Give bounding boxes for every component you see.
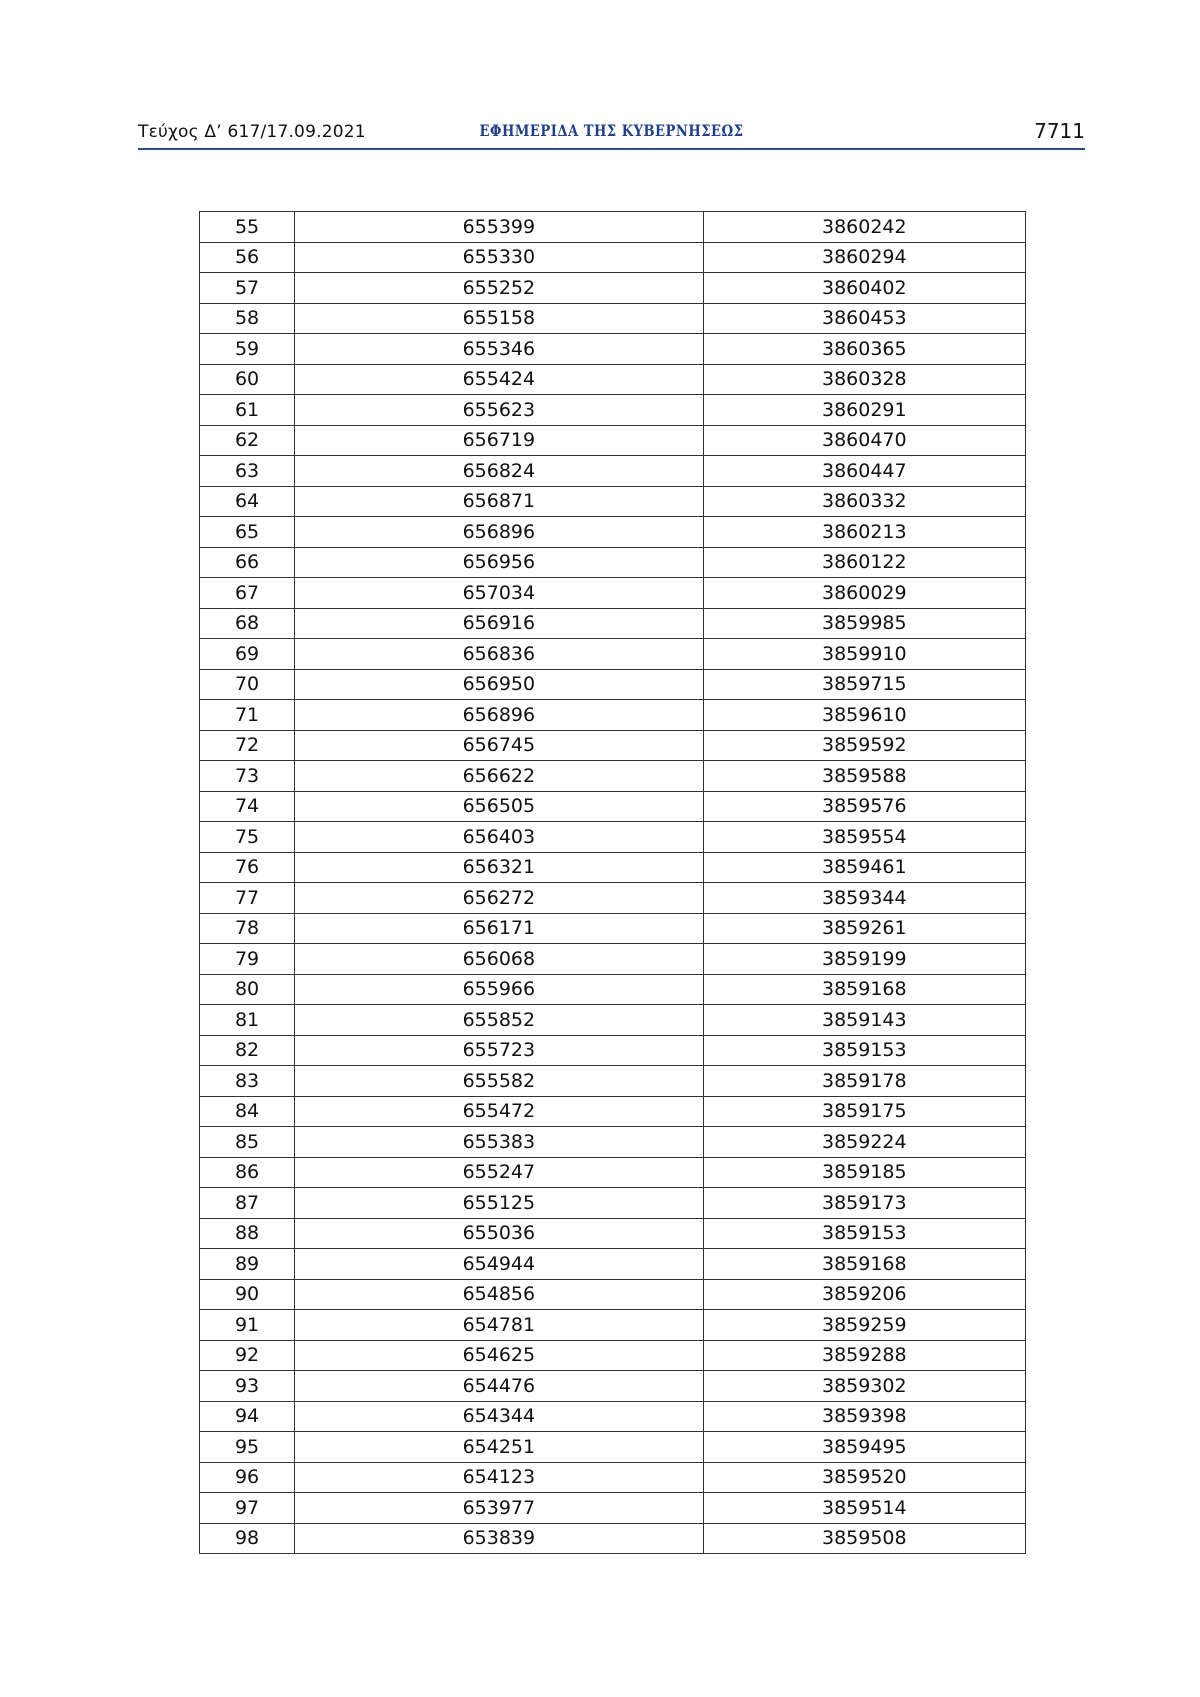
x-coordinate-cell: 654251 [295, 1432, 703, 1463]
table-row [200, 1096, 1026, 1127]
x-coordinate-cell: 655383 [295, 1127, 703, 1158]
x-coordinate-cell: 655472 [295, 1096, 703, 1127]
y-coordinate-cell: 3859344 [703, 883, 1025, 914]
page-header [138, 112, 1085, 150]
x-coordinate-cell: 655158 [295, 303, 703, 334]
x-coordinate-cell: 657034 [295, 578, 703, 609]
y-coordinate-cell: 3859588 [703, 761, 1025, 792]
table-row [200, 486, 1026, 517]
y-coordinate-cell: 3859715 [703, 669, 1025, 700]
x-coordinate-cell: 656171 [295, 913, 703, 944]
point-number-cell: 68 [200, 608, 295, 639]
table-row [200, 1035, 1026, 1066]
point-number-cell: 63 [200, 456, 295, 487]
y-coordinate-cell: 3859168 [703, 1249, 1025, 1280]
page-number: 7711 [1034, 119, 1085, 143]
point-number-cell: 61 [200, 395, 295, 426]
y-coordinate-cell: 3859288 [703, 1340, 1025, 1371]
x-coordinate-cell: 656403 [295, 822, 703, 853]
table-row [200, 1249, 1026, 1280]
point-number-cell: 72 [200, 730, 295, 761]
point-number-cell: 58 [200, 303, 295, 334]
table-row [200, 1523, 1026, 1554]
x-coordinate-cell: 655582 [295, 1066, 703, 1097]
x-coordinate-cell: 656719 [295, 425, 703, 456]
y-coordinate-cell: 3859910 [703, 639, 1025, 670]
table-row [200, 273, 1026, 304]
point-number-cell: 71 [200, 700, 295, 731]
table-row [200, 1401, 1026, 1432]
y-coordinate-cell: 3859175 [703, 1096, 1025, 1127]
y-coordinate-cell: 3860122 [703, 547, 1025, 578]
x-coordinate-cell: 656871 [295, 486, 703, 517]
table-row [200, 1462, 1026, 1493]
point-number-cell: 78 [200, 913, 295, 944]
table-row [200, 364, 1026, 395]
x-coordinate-cell: 655852 [295, 1005, 703, 1036]
point-number-cell: 90 [200, 1279, 295, 1310]
x-coordinate-cell: 656505 [295, 791, 703, 822]
x-coordinate-cell: 656916 [295, 608, 703, 639]
table-row [200, 425, 1026, 456]
table-row [200, 974, 1026, 1005]
table-row [200, 700, 1026, 731]
y-coordinate-cell: 3860402 [703, 273, 1025, 304]
y-coordinate-cell: 3860470 [703, 425, 1025, 456]
point-number-cell: 57 [200, 273, 295, 304]
y-coordinate-cell: 3859495 [703, 1432, 1025, 1463]
table-row [200, 578, 1026, 609]
x-coordinate-cell: 655125 [295, 1188, 703, 1219]
table-row [200, 639, 1026, 670]
x-coordinate-cell: 654781 [295, 1310, 703, 1341]
y-coordinate-cell: 3859302 [703, 1371, 1025, 1402]
x-coordinate-cell: 655330 [295, 242, 703, 273]
point-number-cell: 88 [200, 1218, 295, 1249]
point-number-cell: 55 [200, 212, 295, 243]
y-coordinate-cell: 3859259 [703, 1310, 1025, 1341]
x-coordinate-cell: 656272 [295, 883, 703, 914]
y-coordinate-cell: 3859398 [703, 1401, 1025, 1432]
table-row [200, 1005, 1026, 1036]
y-coordinate-cell: 3859153 [703, 1218, 1025, 1249]
x-coordinate-cell: 656745 [295, 730, 703, 761]
y-coordinate-cell: 3860242 [703, 212, 1025, 243]
point-number-cell: 70 [200, 669, 295, 700]
y-coordinate-cell: 3859143 [703, 1005, 1025, 1036]
y-coordinate-cell: 3859168 [703, 974, 1025, 1005]
x-coordinate-cell: 655623 [295, 395, 703, 426]
table-row [200, 669, 1026, 700]
x-coordinate-cell: 655723 [295, 1035, 703, 1066]
table-row [200, 1493, 1026, 1524]
y-coordinate-cell: 3859199 [703, 944, 1025, 975]
table-row [200, 334, 1026, 365]
point-number-cell: 62 [200, 425, 295, 456]
table-row [200, 913, 1026, 944]
point-number-cell: 87 [200, 1188, 295, 1219]
x-coordinate-cell: 656068 [295, 944, 703, 975]
table-row [200, 791, 1026, 822]
point-number-cell: 91 [200, 1310, 295, 1341]
point-number-cell: 84 [200, 1096, 295, 1127]
table-row [200, 944, 1026, 975]
table-row [200, 608, 1026, 639]
point-number-cell: 60 [200, 364, 295, 395]
table-row [200, 212, 1026, 243]
gazette-title: ΕΦΗΜΕΡΙΔΑ ΤΗΣ ΚΥΒΕΡΝΗΣΕΩΣ [479, 121, 744, 140]
point-number-cell: 77 [200, 883, 295, 914]
table-row [200, 1188, 1026, 1219]
y-coordinate-cell: 3859206 [703, 1279, 1025, 1310]
x-coordinate-cell: 656824 [295, 456, 703, 487]
y-coordinate-cell: 3859224 [703, 1127, 1025, 1158]
y-coordinate-cell: 3859173 [703, 1188, 1025, 1219]
y-coordinate-cell: 3860332 [703, 486, 1025, 517]
x-coordinate-cell: 654476 [295, 1371, 703, 1402]
x-coordinate-cell: 654344 [295, 1401, 703, 1432]
y-coordinate-cell: 3859178 [703, 1066, 1025, 1097]
point-number-cell: 95 [200, 1432, 295, 1463]
coordinates-table [199, 211, 1026, 1554]
point-number-cell: 93 [200, 1371, 295, 1402]
point-number-cell: 69 [200, 639, 295, 670]
x-coordinate-cell: 654944 [295, 1249, 703, 1280]
point-number-cell: 80 [200, 974, 295, 1005]
point-number-cell: 89 [200, 1249, 295, 1280]
y-coordinate-cell: 3860213 [703, 517, 1025, 548]
x-coordinate-cell: 656321 [295, 852, 703, 883]
y-coordinate-cell: 3860453 [703, 303, 1025, 334]
x-coordinate-cell: 655252 [295, 273, 703, 304]
point-number-cell: 75 [200, 822, 295, 853]
coordinates-table-body [200, 212, 1026, 1554]
table-row [200, 456, 1026, 487]
x-coordinate-cell: 654123 [295, 1462, 703, 1493]
x-coordinate-cell: 654625 [295, 1340, 703, 1371]
point-number-cell: 92 [200, 1340, 295, 1371]
table-row [200, 1066, 1026, 1097]
x-coordinate-cell: 654856 [295, 1279, 703, 1310]
point-number-cell: 81 [200, 1005, 295, 1036]
table-row [200, 1340, 1026, 1371]
table-row [200, 547, 1026, 578]
x-coordinate-cell: 656956 [295, 547, 703, 578]
y-coordinate-cell: 3860294 [703, 242, 1025, 273]
table-row [200, 1310, 1026, 1341]
table-row [200, 883, 1026, 914]
point-number-cell: 85 [200, 1127, 295, 1158]
y-coordinate-cell: 3859514 [703, 1493, 1025, 1524]
point-number-cell: 83 [200, 1066, 295, 1097]
y-coordinate-cell: 3859554 [703, 822, 1025, 853]
point-number-cell: 97 [200, 1493, 295, 1524]
point-number-cell: 74 [200, 791, 295, 822]
y-coordinate-cell: 3859520 [703, 1462, 1025, 1493]
y-coordinate-cell: 3860365 [703, 334, 1025, 365]
point-number-cell: 86 [200, 1157, 295, 1188]
point-number-cell: 98 [200, 1523, 295, 1554]
table-row [200, 1127, 1026, 1158]
point-number-cell: 73 [200, 761, 295, 792]
y-coordinate-cell: 3859461 [703, 852, 1025, 883]
table-row [200, 1279, 1026, 1310]
x-coordinate-cell: 656896 [295, 517, 703, 548]
y-coordinate-cell: 3859592 [703, 730, 1025, 761]
table-row [200, 1371, 1026, 1402]
point-number-cell: 94 [200, 1401, 295, 1432]
y-coordinate-cell: 3859985 [703, 608, 1025, 639]
y-coordinate-cell: 3859508 [703, 1523, 1025, 1554]
y-coordinate-cell: 3859576 [703, 791, 1025, 822]
x-coordinate-cell: 653977 [295, 1493, 703, 1524]
point-number-cell: 59 [200, 334, 295, 365]
x-coordinate-cell: 655399 [295, 212, 703, 243]
table-row [200, 822, 1026, 853]
x-coordinate-cell: 656950 [295, 669, 703, 700]
y-coordinate-cell: 3860029 [703, 578, 1025, 609]
point-number-cell: 65 [200, 517, 295, 548]
point-number-cell: 76 [200, 852, 295, 883]
table-row [200, 1432, 1026, 1463]
x-coordinate-cell: 656622 [295, 761, 703, 792]
point-number-cell: 56 [200, 242, 295, 273]
x-coordinate-cell: 655424 [295, 364, 703, 395]
x-coordinate-cell: 653839 [295, 1523, 703, 1554]
x-coordinate-cell: 655346 [295, 334, 703, 365]
y-coordinate-cell: 3860291 [703, 395, 1025, 426]
point-number-cell: 67 [200, 578, 295, 609]
table-row [200, 852, 1026, 883]
y-coordinate-cell: 3860328 [703, 364, 1025, 395]
table-row [200, 730, 1026, 761]
y-coordinate-cell: 3859261 [703, 913, 1025, 944]
table-row [200, 1157, 1026, 1188]
point-number-cell: 82 [200, 1035, 295, 1066]
issue-reference: Τεύχος Δ’ 617/17.09.2021 [138, 122, 366, 142]
table-row [200, 303, 1026, 334]
point-number-cell: 66 [200, 547, 295, 578]
x-coordinate-cell: 656896 [295, 700, 703, 731]
x-coordinate-cell: 655966 [295, 974, 703, 1005]
table-row [200, 395, 1026, 426]
y-coordinate-cell: 3859153 [703, 1035, 1025, 1066]
table-row [200, 517, 1026, 548]
x-coordinate-cell: 656836 [295, 639, 703, 670]
table-row [200, 1218, 1026, 1249]
y-coordinate-cell: 3859610 [703, 700, 1025, 731]
table-row [200, 242, 1026, 273]
table-row [200, 761, 1026, 792]
y-coordinate-cell: 3860447 [703, 456, 1025, 487]
x-coordinate-cell: 655036 [295, 1218, 703, 1249]
point-number-cell: 79 [200, 944, 295, 975]
point-number-cell: 96 [200, 1462, 295, 1493]
point-number-cell: 64 [200, 486, 295, 517]
y-coordinate-cell: 3859185 [703, 1157, 1025, 1188]
x-coordinate-cell: 655247 [295, 1157, 703, 1188]
